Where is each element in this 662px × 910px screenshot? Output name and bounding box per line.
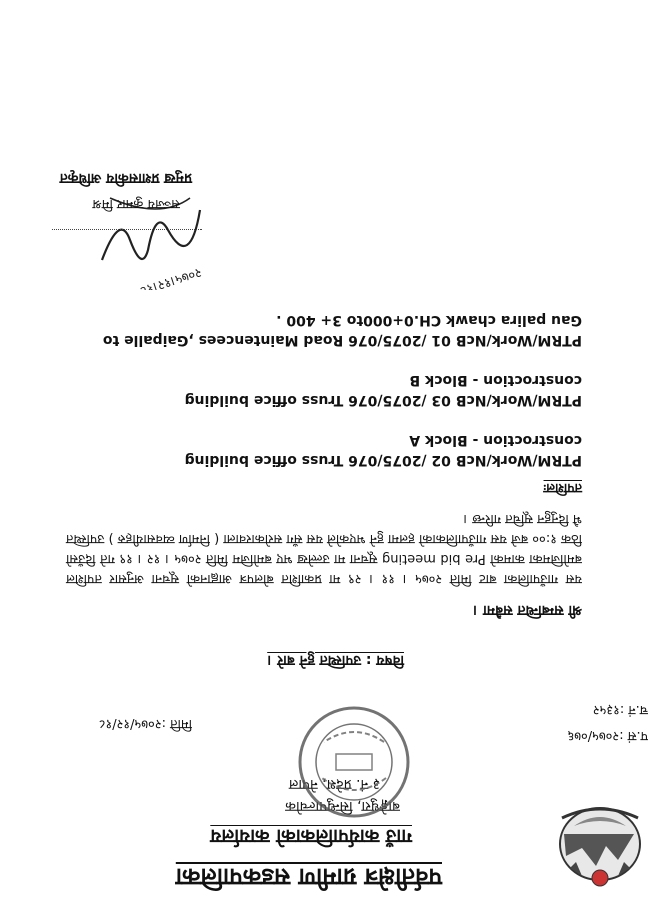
government-emblem-icon — [552, 800, 648, 896]
reference-patra-sankhya: प.सं :२०७५/०७६ — [567, 728, 648, 743]
letterhead-address-line1: बाङ्गेधुरा, सिन्धुपाल्चोक — [285, 798, 400, 814]
letter-date: मिति :२०७५/१२/१८ — [98, 716, 192, 731]
letterhead-title: पर्वतीक्षेत्र ग्रामीण सडकपालिका — [175, 863, 442, 891]
reference-chalani-number: च.नं :१३५२ — [592, 702, 648, 717]
letter-salutation: श्री सम्बन्धित सबैमा । — [472, 602, 582, 618]
work-item: PTRM/Work/NcB 03 /2075/076 Truss office building constroction - Block B — [184, 372, 582, 408]
letterhead-address-line2: ३ नं. प्रदेश, नेपाल — [288, 776, 380, 792]
handwritten-date: २०७५।१२।१८ — [137, 264, 204, 290]
officer-name: सञ्जय कुमार मिश्र — [92, 196, 180, 211]
letter-body: यस गाउँपालिका बाट मिति २०७५ । ११ । २९ मा प्रकाशित बोलपत्र आह्वानको सूचना अनुसार तपशिल बमोजिमका कामको Pre bid meeting सूचना मा उल्लेख भए बमोजिम मिति २०७५ । १२ । १९ गते दिउँसो ठिक १:०० बजे यस गाउँपालिकाको हलमा हुने भएकोले यस सँग सरोकारवाला ( निर्माण व्यवसायीहरु ) उपस्थित भै दिनुहुन सूचित गरिन्छ । — [66, 511, 582, 586]
officer-title: प्रमुख प्रशासकीय अधिकृत — [59, 170, 192, 186]
signature-line — [52, 229, 202, 230]
work-item: PTRM/Work/NcB 01 /2075/076 Road Maintencees ,Gaipalle to Gau palira chawk CH.0+000to 3+ 400 . — [102, 312, 582, 348]
works-label: तपशिलः — [543, 480, 582, 495]
letter-subject: विषय : उपस्थित हुने बारे । — [267, 652, 404, 668]
letterhead-subtitle: गाउँ कार्यपालिकाको कार्यालय — [210, 825, 412, 847]
office-stamp-icon — [294, 702, 414, 822]
work-item: PTRM/Work/NcB 02 /2075/076 Truss office building constroction - Block A — [184, 432, 582, 468]
